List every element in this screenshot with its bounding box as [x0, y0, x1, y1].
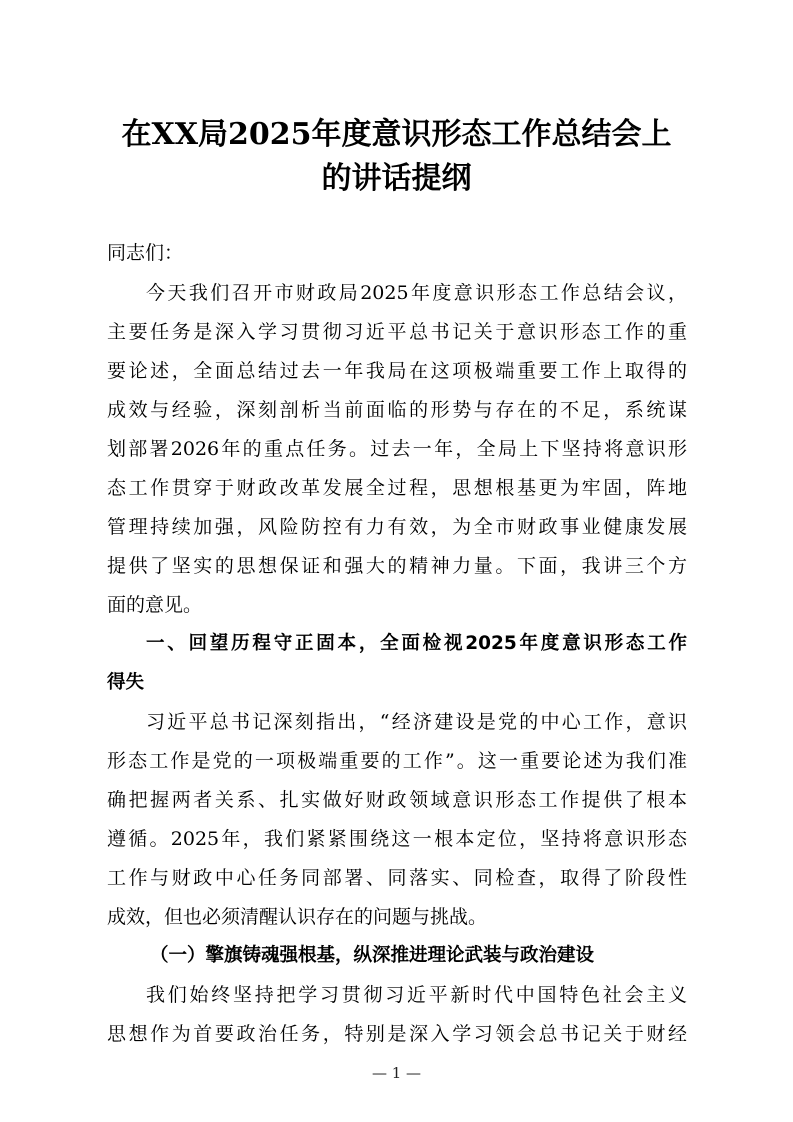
- body-line: 态工作贯穿于财政改革发展全过程，思想根基更为牢固，阵地: [107, 477, 687, 499]
- body-line: 面的意见。: [107, 594, 203, 616]
- section-body-line: 确把握两者关系、扎实做好财政领域意识形态工作提供了根本: [107, 789, 687, 811]
- section-body-line: 遵循。2025年，我们紧紧围绕这一根本定位，坚持将意识形态: [107, 828, 687, 850]
- section-heading-line-1: 一、回望历程守正固本，全面检视2025年度意识形态工作: [146, 633, 687, 654]
- section-body-line: 形态工作是党的一项极端重要的工作”。这一重要论述为我们准: [107, 750, 687, 772]
- subsection-body-line: 我们始终坚持把学习贯彻习近平新时代中国特色社会主义: [146, 984, 687, 1006]
- body-line: 成效与经验，深刻剖析当前面临的形势与存在的不足，系统谋: [107, 399, 687, 421]
- section-body-line: 习近平总书记深刻指出，“经济建设是党的中心工作，意识: [146, 711, 687, 733]
- body-line: 提供了坚实的思想保证和强大的精神力量。下面，我讲三个方: [107, 555, 687, 577]
- document-title-line-2: 的讲话提纲: [321, 161, 472, 196]
- document-title-line-1: 在XX局2025年度意识形态工作总结会上: [121, 117, 672, 152]
- page-number: — 1 —: [371, 1064, 422, 1082]
- section-body-line: 工作与财政中心任务同部署、同落实、同检查，取得了阶段性: [107, 867, 687, 889]
- body-line: 要论述，全面总结过去一年我局在这项极端重要工作上取得的: [107, 360, 687, 382]
- body-line: 划部署2026年的重点任务。过去一年，全局上下坚持将意识形: [107, 438, 687, 460]
- body-line: 主要任务是深入学习贯彻习近平总书记关于意识形态工作的重: [107, 321, 687, 343]
- subsection-body-line: 思想作为首要政治任务，特别是深入学习领会总书记关于财经: [107, 1023, 687, 1045]
- section-heading-line-2: 得失: [107, 672, 145, 693]
- salutation: 同志们：: [107, 242, 184, 264]
- body-line: 今天我们召开市财政局2025年度意识形态工作总结会议，: [146, 282, 687, 304]
- section-body-line: 成效，但也必须清醒认识存在的问题与挑战。: [107, 906, 488, 928]
- body-line: 管理持续加强，风险防控有力有效，为全市财政事业健康发展: [107, 516, 687, 538]
- subsection-heading: （一）擎旗铸魂强根基，纵深推进理论武装与政治建设: [150, 945, 595, 966]
